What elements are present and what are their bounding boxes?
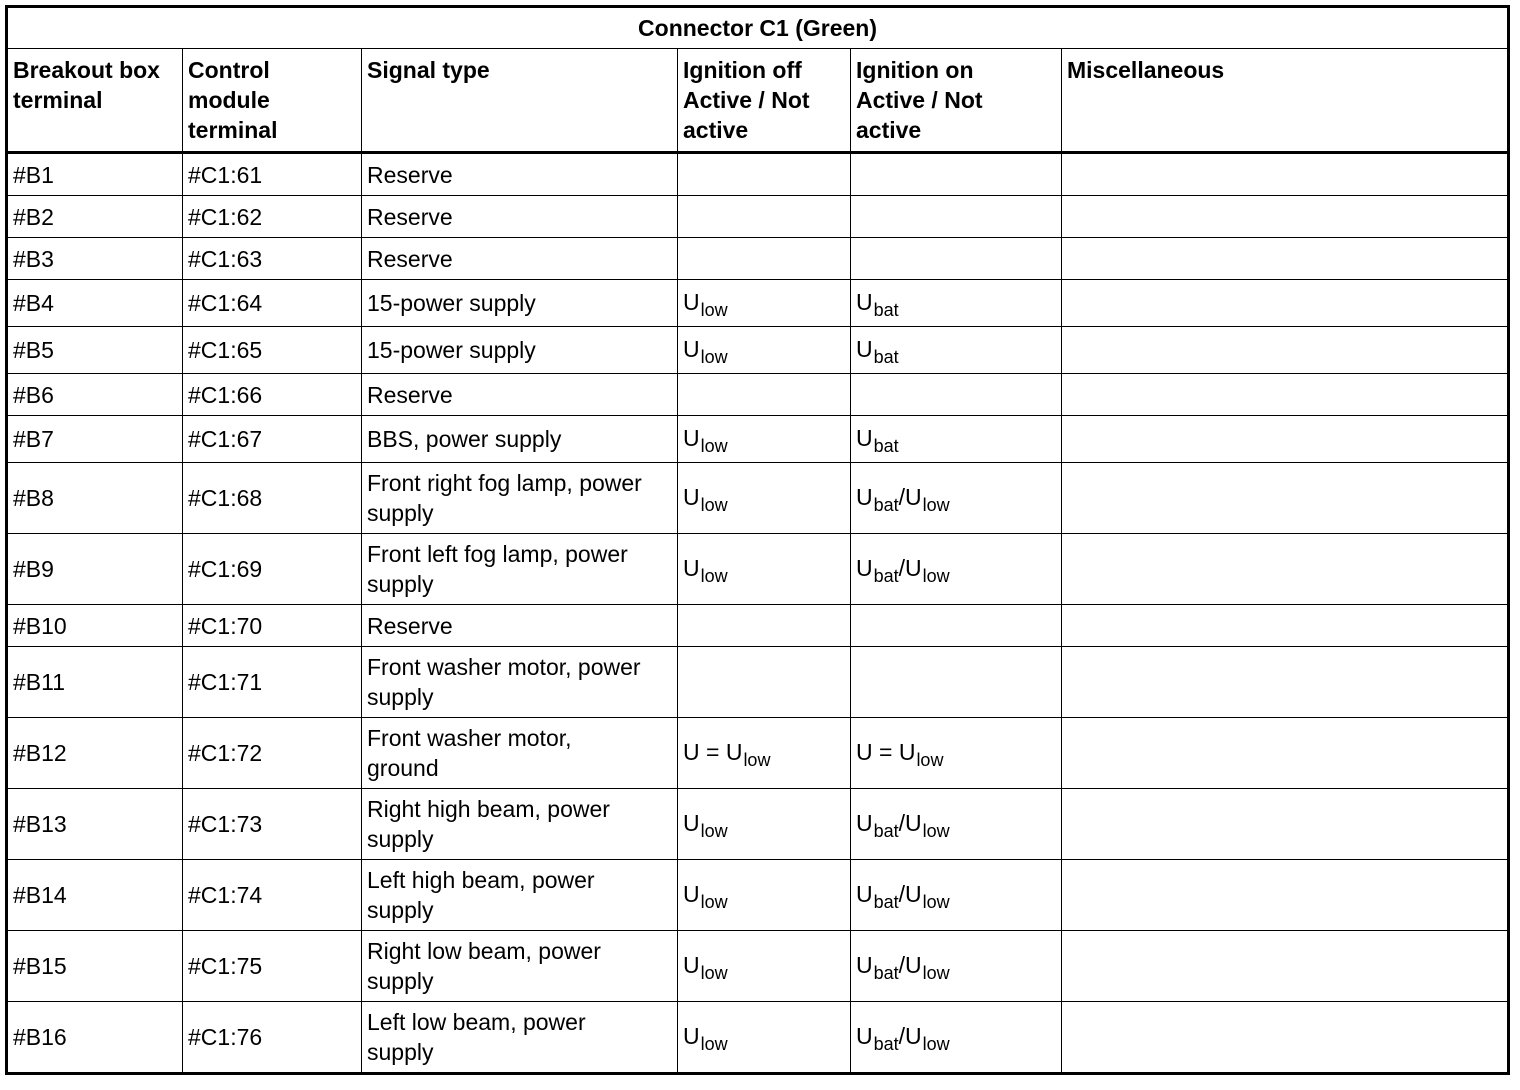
cell-miscellaneous [1062,238,1509,280]
cell-ignition-off: $U_{low}$ [678,1002,851,1074]
header-breakout-box: Breakout box terminal [7,49,183,153]
cell-control-terminal: #C1:68 [183,463,362,534]
cell-ignition-on: $U_{bat}/U_{low}$ [851,534,1062,605]
cell-ignition-on: $U_{bat}$ [851,416,1062,463]
cell-ignition-on [851,196,1062,238]
cell-control-terminal: #C1:72 [183,718,362,789]
header-ignition-on: Ignition on Active / Not active [851,49,1062,153]
header-control-module: Control module terminal [183,49,362,153]
table-row [7,718,1509,789]
header-signal-type: Signal type [362,49,678,153]
cell-signal-type: Reserve [362,196,678,238]
cell-breakout-terminal: #B5 [7,327,183,374]
cell-control-terminal: #C1:71 [183,647,362,718]
cell-ignition-on: $U_{bat}$ [851,280,1062,327]
cell-control-terminal: #C1:65 [183,327,362,374]
cell-miscellaneous [1062,416,1509,463]
cell-ignition-on [851,238,1062,280]
cell-signal-type: 15-power supply [362,280,678,327]
cell-signal-type: Front right fog lamp, power supply [362,463,678,534]
table-row [7,860,1509,931]
table-title: Connector C1 (Green) [7,7,1509,49]
cell-control-terminal: #C1:75 [183,931,362,1002]
cell-miscellaneous [1062,789,1509,860]
cell-signal-type: BBS, power supply [362,416,678,463]
cell-miscellaneous [1062,647,1509,718]
table-row [7,327,1509,374]
table-row [7,1002,1509,1074]
cell-breakout-terminal: #B1 [7,153,183,196]
cell-miscellaneous [1062,931,1509,1002]
cell-miscellaneous [1062,534,1509,605]
cell-miscellaneous [1062,1002,1509,1074]
table-row [7,238,1509,280]
table-row [7,605,1509,647]
cell-ignition-on: $U_{bat}/U_{low}$ [851,860,1062,931]
cell-control-terminal: #C1:67 [183,416,362,463]
cell-signal-type: Reserve [362,153,678,196]
cell-breakout-terminal: #B3 [7,238,183,280]
cell-ignition-on [851,647,1062,718]
cell-breakout-terminal: #B12 [7,718,183,789]
cell-signal-type: Reserve [362,605,678,647]
table-row [7,374,1509,416]
cell-ignition-off: $U_{low}$ [678,789,851,860]
cell-breakout-terminal: #B9 [7,534,183,605]
cell-miscellaneous [1062,196,1509,238]
cell-control-terminal: #C1:63 [183,238,362,280]
cell-ignition-off [678,605,851,647]
connector-table [5,5,1510,1075]
cell-breakout-terminal: #B13 [7,789,183,860]
table-row [7,789,1509,860]
cell-ignition-off [678,196,851,238]
table-row [7,534,1509,605]
cell-signal-type: Front washer motor, power supply [362,647,678,718]
cell-control-terminal: #C1:70 [183,605,362,647]
cell-signal-type: Front washer motor, ground [362,718,678,789]
cell-signal-type: Left low beam, power supply [362,1002,678,1074]
cell-breakout-terminal: #B10 [7,605,183,647]
table-row [7,931,1509,1002]
cell-miscellaneous [1062,860,1509,931]
cell-breakout-terminal: #B11 [7,647,183,718]
cell-control-terminal: #C1:73 [183,789,362,860]
cell-ignition-on [851,374,1062,416]
cell-miscellaneous [1062,605,1509,647]
cell-ignition-on: $U = U_{low}$ [851,718,1062,789]
cell-signal-type: 15-power supply [362,327,678,374]
table-row [7,196,1509,238]
cell-miscellaneous [1062,153,1509,196]
cell-control-terminal: #C1:69 [183,534,362,605]
cell-ignition-off: $U_{low}$ [678,860,851,931]
cell-signal-type: Reserve [362,374,678,416]
cell-ignition-on [851,605,1062,647]
cell-breakout-terminal: #B15 [7,931,183,1002]
header-miscellaneous: Miscellaneous [1062,49,1509,153]
cell-ignition-off [678,153,851,196]
table-row [7,153,1509,196]
cell-miscellaneous [1062,374,1509,416]
table-body [7,153,1509,1074]
cell-ignition-off: $U_{low}$ [678,280,851,327]
cell-miscellaneous [1062,463,1509,534]
cell-ignition-off: $U = U_{low}$ [678,718,851,789]
cell-ignition-off: $U_{low}$ [678,931,851,1002]
cell-ignition-off: $U_{low}$ [678,534,851,605]
cell-ignition-off [678,238,851,280]
cell-control-terminal: #C1:61 [183,153,362,196]
cell-signal-type: Left high beam, power supply [362,860,678,931]
cell-breakout-terminal: #B2 [7,196,183,238]
cell-miscellaneous [1062,280,1509,327]
cell-miscellaneous [1062,718,1509,789]
cell-control-terminal: #C1:64 [183,280,362,327]
cell-breakout-terminal: #B14 [7,860,183,931]
cell-ignition-off [678,374,851,416]
table-row [7,280,1509,327]
cell-signal-type: Right low beam, power supply [362,931,678,1002]
cell-control-terminal: #C1:76 [183,1002,362,1074]
cell-breakout-terminal: #B7 [7,416,183,463]
cell-ignition-on: $U_{bat}/U_{low}$ [851,1002,1062,1074]
cell-breakout-terminal: #B8 [7,463,183,534]
cell-ignition-off: $U_{low}$ [678,416,851,463]
cell-breakout-terminal: #B4 [7,280,183,327]
table-row [7,647,1509,718]
table-row [7,463,1509,534]
cell-signal-type: Front left fog lamp, power supply [362,534,678,605]
cell-control-terminal: #C1:74 [183,860,362,931]
cell-breakout-terminal: #B16 [7,1002,183,1074]
cell-ignition-off [678,647,851,718]
cell-ignition-off: $U_{low}$ [678,327,851,374]
cell-ignition-on: $U_{bat}/U_{low}$ [851,931,1062,1002]
cell-ignition-on: $U_{bat}/U_{low}$ [851,463,1062,534]
cell-control-terminal: #C1:62 [183,196,362,238]
cell-ignition-on [851,153,1062,196]
cell-signal-type: Reserve [362,238,678,280]
header-ignition-off: Ignition off Active / Not active [678,49,851,153]
cell-ignition-off: $U_{low}$ [678,463,851,534]
cell-miscellaneous [1062,327,1509,374]
cell-control-terminal: #C1:66 [183,374,362,416]
cell-signal-type: Right high beam, power supply [362,789,678,860]
cell-breakout-terminal: #B6 [7,374,183,416]
table-row [7,416,1509,463]
cell-ignition-on: $U_{bat}$ [851,327,1062,374]
cell-ignition-on: $U_{bat}/U_{low}$ [851,789,1062,860]
